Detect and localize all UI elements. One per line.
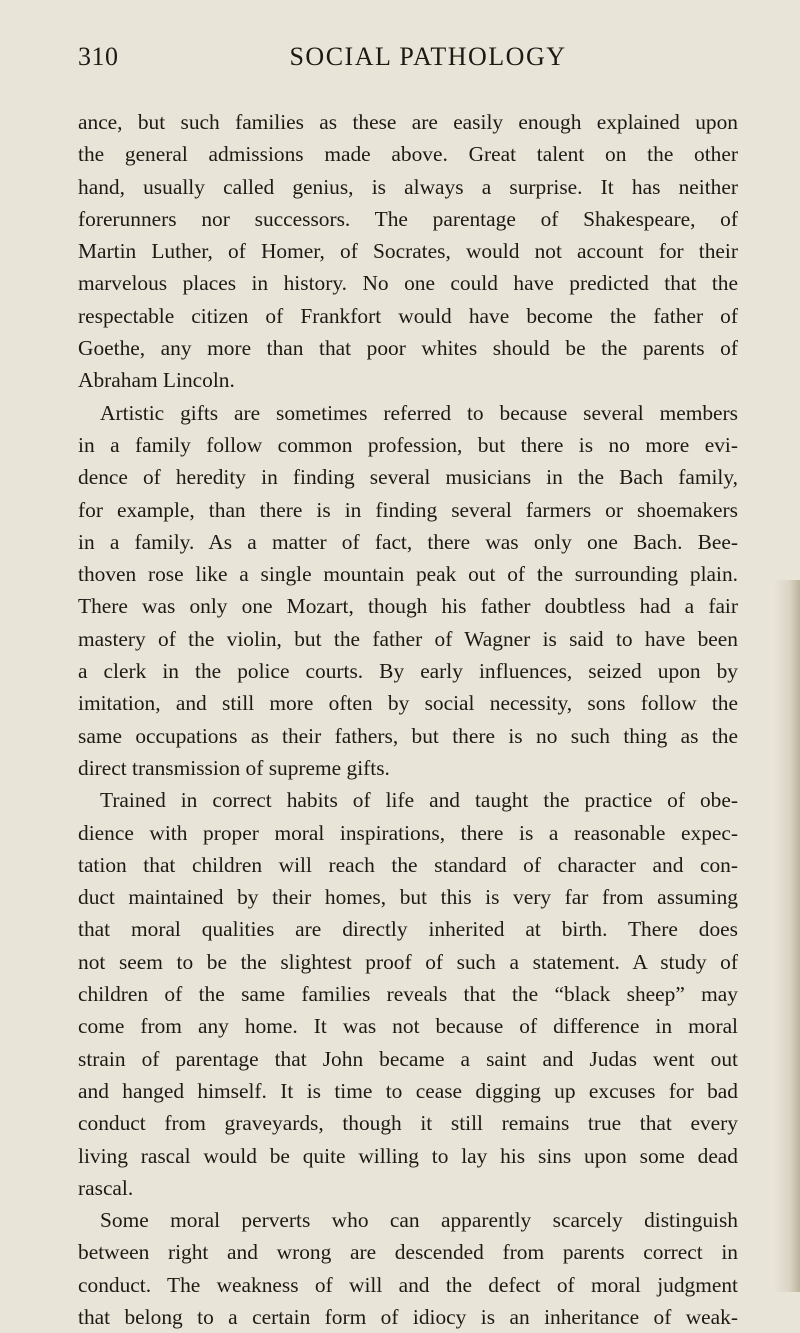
text-line: tation that children will reach the standard of character and con- bbox=[78, 852, 738, 877]
text-line: Goethe, any more than that poor whites should be the parents of bbox=[78, 336, 738, 361]
text-line: and hanged himself. It is time to cease digging up excuses for bad bbox=[78, 1078, 738, 1103]
text-line: Trained in correct habits of life and taught the practice of obe- bbox=[100, 788, 738, 813]
text-line: in a family. As a matter of fact, there was only one Bach. Bee- bbox=[78, 529, 738, 554]
text-line: dence of heredity in finding several musicians in the Bach family, bbox=[78, 465, 738, 490]
text-line: mastery of the violin, but the father of Wagner is said to have been bbox=[78, 626, 738, 651]
text-line: thoven rose like a single mountain peak out of the surrounding plain. bbox=[78, 562, 738, 587]
text-line: in a family follow common profession, but there is no more evi- bbox=[78, 432, 738, 457]
text-line: respectable citizen of Frankfort would have become the father of bbox=[78, 303, 738, 328]
text-line: Martin Luther, of Homer, of Socrates, would not account for their bbox=[78, 239, 738, 264]
text-line: conduct from graveyards, though it still remains true that every bbox=[78, 1111, 738, 1136]
text-line: ance, but such families as these are easily enough explained upon bbox=[78, 110, 738, 134]
text-line: duct maintained by their homes, but this is very far from assuming bbox=[78, 885, 738, 910]
text-line: a clerk in the police courts. By early influences, seized upon by bbox=[78, 659, 738, 684]
text-line: same occupations as their fathers, but there is no such thing as the bbox=[78, 723, 738, 748]
text-line: marvelous places in history. No one could have predicted that the bbox=[78, 271, 738, 296]
text-line: dience with proper moral inspirations, there is a reasonable expec- bbox=[78, 820, 738, 845]
text-line: not seem to be the slightest proof of such a statement. A study of bbox=[78, 949, 738, 974]
text-line: the general admissions made above. Great talent on the other bbox=[78, 142, 738, 167]
running-title: SOCIAL PATHOLOGY bbox=[289, 42, 567, 71]
page-header bbox=[78, 42, 738, 78]
text-line: rascal. bbox=[78, 1175, 134, 1200]
text-line: children of the same families reveals that the “black sheep” may bbox=[78, 982, 738, 1007]
text-line: conduct. The weakness of will and the defect of moral judgment bbox=[78, 1272, 738, 1297]
text-line: imitation, and still more often by social necessity, sons follow the bbox=[78, 691, 738, 716]
body-text bbox=[78, 106, 738, 1333]
text-line: for example, than there is in finding several farmers or shoemakers bbox=[78, 497, 738, 522]
text-line: come from any home. It was not because of difference in moral bbox=[78, 1014, 738, 1039]
text-line: forerunners nor successors. The parentage of Shakespeare, of bbox=[78, 206, 738, 231]
text-line: Artistic gifts are sometimes referred to because several members bbox=[100, 400, 738, 425]
text-line: direct transmission of supreme gifts. bbox=[78, 755, 390, 780]
page-number: 310 bbox=[78, 42, 119, 71]
text-line: that moral qualities are directly inherited at birth. There does bbox=[78, 917, 738, 942]
text-line: living rascal would be quite willing to lay his sins upon some dead bbox=[78, 1143, 738, 1168]
text-line: There was only one Mozart, though his father doubtless had a fair bbox=[78, 594, 738, 619]
text-line: between right and wrong are descended from parents correct in bbox=[78, 1240, 738, 1265]
text-line: that belong to a certain form of idiocy is an inheritance of weak- bbox=[78, 1304, 738, 1329]
text-line: Abraham Lincoln. bbox=[78, 368, 235, 393]
text-line: Some moral perverts who can apparently scarcely distinguish bbox=[100, 1208, 738, 1233]
text-line: strain of parentage that John became a saint and Judas went out bbox=[78, 1046, 738, 1071]
page-edge-shadow bbox=[774, 580, 800, 1292]
text-line: hand, usually called genius, is always a surprise. It has neither bbox=[78, 174, 738, 199]
